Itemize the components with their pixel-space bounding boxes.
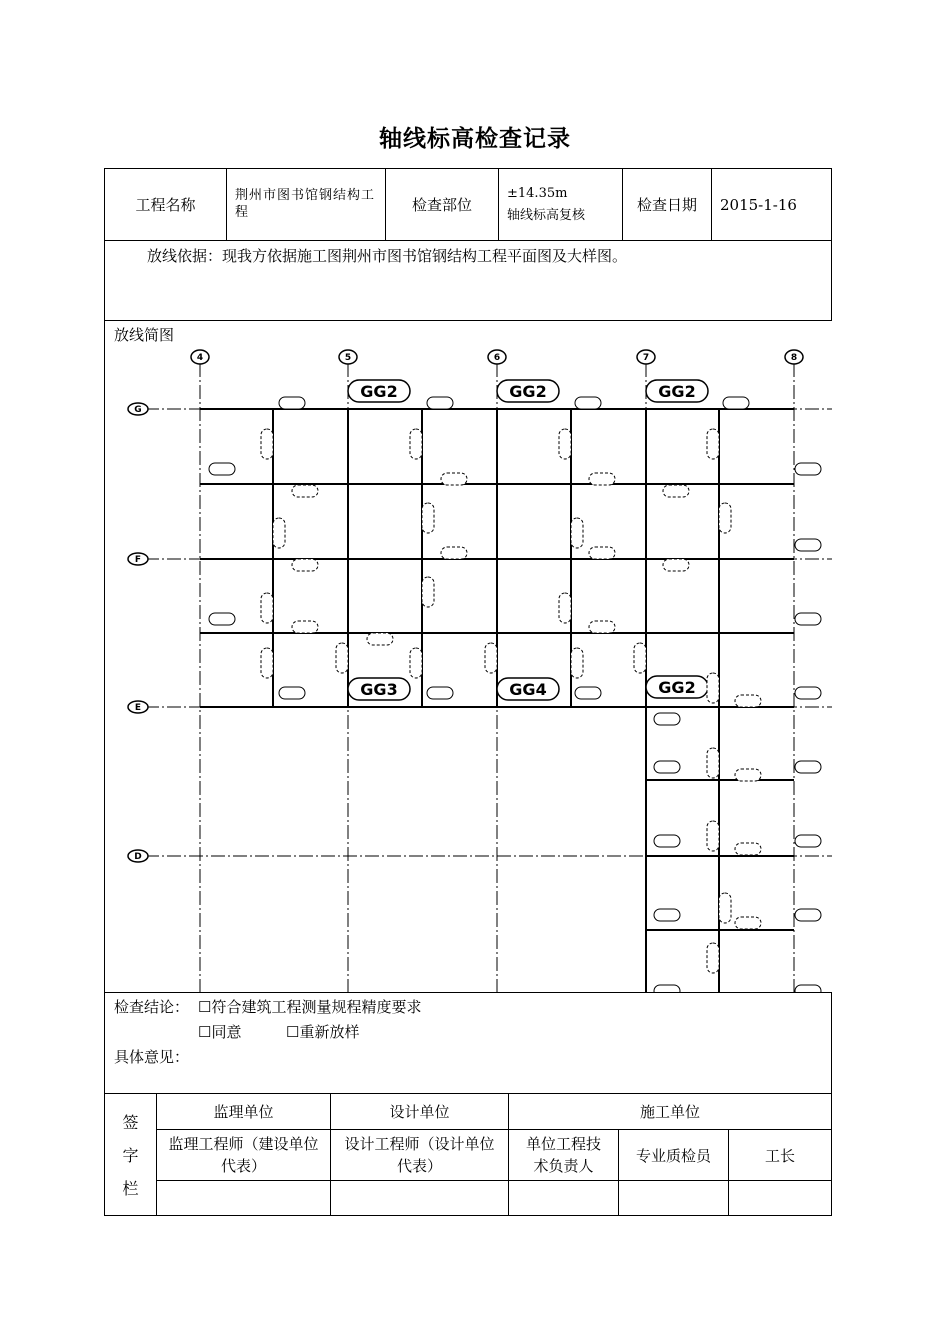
- quality-inspector-signature-field[interactable]: [618, 1180, 729, 1216]
- check-location-value: [498, 168, 623, 241]
- conclusion-option-relayout[interactable]: ☐重新放样: [286, 1023, 360, 1041]
- girder-tag: GG2: [658, 382, 696, 401]
- foreman-label: 工长: [728, 1129, 832, 1181]
- axis-label-col-3: 7: [642, 353, 650, 363]
- layout-sketch: [105, 343, 832, 993]
- check-location-label: 检查部位: [385, 168, 499, 241]
- girder-tag: GG4: [509, 680, 547, 699]
- layout-basis: 放线依据：现我方依据施工图荆州市图书馆钢结构工程平面图及大样图。: [104, 240, 832, 321]
- conclusion-option-compliant[interactable]: ☐符合建筑工程测量规程精度要求: [198, 998, 422, 1016]
- axis-label-col-2: 6: [493, 353, 501, 363]
- supervision-engineer-label: 监理工程师（建设单位代表）: [156, 1129, 331, 1181]
- supervision-unit-header: 监理单位: [156, 1093, 331, 1130]
- project-name-label: 工程名称: [104, 168, 227, 241]
- axis-label-col-4: 8: [790, 353, 798, 363]
- quality-inspector-label: 专业质检员: [618, 1129, 729, 1181]
- project-name-value: 荆州市图书馆钢结构工程: [226, 168, 386, 241]
- axis-label-row-0: G: [134, 405, 142, 415]
- conclusion-option-agree[interactable]: ☐同意: [198, 1023, 242, 1041]
- girder-tag: GG2: [509, 382, 547, 401]
- foreman-signature-field[interactable]: [728, 1180, 832, 1216]
- axis-label-col-1: 5: [344, 353, 352, 363]
- conclusion-label: 检查结论：: [114, 998, 190, 1016]
- tech-leader-signature-field[interactable]: [508, 1180, 619, 1216]
- location-elevation: ±14.35m: [507, 186, 568, 201]
- location-desc: 轴线标高复核: [507, 208, 586, 223]
- design-engineer-label: 设计工程师（设计单位代表）: [330, 1129, 509, 1181]
- tech-leader-label: 单位工程技术负责人: [508, 1129, 619, 1181]
- girder-tag: GG2: [658, 678, 696, 697]
- page-title: 轴线标高检查记录: [379, 126, 571, 152]
- axis-label-col-0: 4: [196, 353, 204, 363]
- check-date-label: 检查日期: [622, 168, 712, 241]
- opinion-label: 具体意见：: [114, 1048, 190, 1066]
- supervision-signature-field[interactable]: [156, 1180, 331, 1216]
- design-unit-header: 设计单位: [330, 1093, 509, 1130]
- axis-label-row-3: D: [134, 852, 142, 862]
- girder-tag: GG2: [360, 382, 398, 401]
- axis-label-row-2: E: [134, 703, 142, 713]
- sketch-label: 放线简图: [114, 326, 175, 344]
- axis-label-row-1: F: [134, 555, 142, 565]
- signature-row-label: 签 字 栏: [104, 1093, 157, 1216]
- construction-unit-header: 施工单位: [508, 1093, 832, 1130]
- check-date-value: 2015-1-16: [711, 168, 832, 241]
- design-signature-field[interactable]: [330, 1180, 509, 1216]
- girder-tag: GG3: [360, 680, 398, 699]
